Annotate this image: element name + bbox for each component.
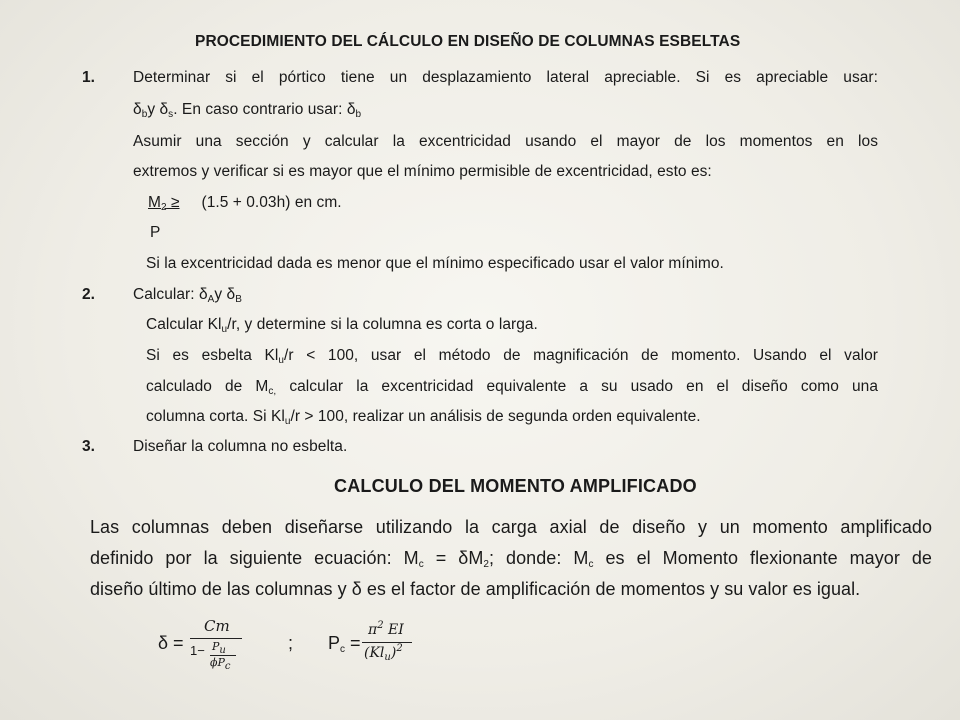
step-2-line-4 <box>146 378 878 396</box>
step-3-number: 3. <box>82 438 95 455</box>
text: es el Momento flexionante mayor de <box>593 548 932 568</box>
paragraph-line-2-text <box>90 548 932 569</box>
equals: = <box>345 633 361 653</box>
subscript: u <box>278 355 285 366</box>
pc-fraction <box>362 622 414 668</box>
text: /r < 100, usar el método de magnificación de momento. Usando el valor <box>284 347 878 364</box>
delta-lhs: δ = <box>158 633 184 653</box>
subscript: c <box>588 559 594 570</box>
paragraph-line-2 <box>90 548 932 569</box>
step-2-number: 2. <box>82 286 95 303</box>
page-title: PROCEDIMIENTO DEL CÁLCULO EN DISEÑO DE COLUMNAS ESBELTAS <box>195 33 741 50</box>
paragraph-line-1-text: Las columnas deben diseñarse utilizando la carga axial de diseño y un momento amplificado <box>90 517 932 537</box>
step-1-line-3 <box>133 133 878 151</box>
delta-numerator: Cm <box>204 617 230 635</box>
step-1-line-2 <box>133 101 361 119</box>
subscript: c <box>224 661 231 672</box>
pc-numerator <box>368 622 404 638</box>
subscript: s <box>168 109 174 120</box>
subscript: u <box>284 416 291 427</box>
delta-fraction-bar <box>190 638 242 639</box>
text: Si es esbelta Kl <box>146 347 279 364</box>
step-1-line-7: Si la excentricidad dada es menor que el mínimo especificado usar el valor mínimo. <box>146 255 724 272</box>
paragraph-line-3: diseño último de las columnas y δ es el factor de amplificación de momentos y su valor es igual. <box>90 579 861 599</box>
geq-symbol: ≥ <box>166 194 180 211</box>
text: . En caso contrario usar: δ <box>173 101 356 118</box>
p-symbol: P <box>212 640 220 653</box>
subscript: b <box>141 109 148 120</box>
pc-fraction-bar <box>362 642 412 643</box>
delta-symbol: δ <box>133 101 142 118</box>
text: Calcular Kl <box>146 316 222 333</box>
paragraph-line-1 <box>90 517 932 538</box>
step-2-line-1 <box>133 286 242 304</box>
subscript: u <box>219 645 226 656</box>
step-1-line-1 <box>133 69 878 87</box>
step-2-line-3-text <box>146 347 878 365</box>
section-heading: CALCULO DEL MOMENTO AMPLIFICADO <box>334 476 697 496</box>
text: (Kl <box>364 645 385 661</box>
p-symbol: P <box>328 633 341 653</box>
m2-expression: (1.5 + 0.03h) en cm. <box>201 194 342 211</box>
superscript: 2 <box>377 620 384 631</box>
ei-term: EI <box>383 622 404 638</box>
text: = δM <box>423 548 484 568</box>
subscript: c <box>418 559 424 570</box>
m2-underlined <box>148 194 180 211</box>
text: calcular la excentricidad equivalente a su usado en el diseño como una <box>276 378 878 395</box>
text: columna corta. Si Kl <box>146 408 285 425</box>
step-1-p-denominator: P <box>150 224 161 241</box>
step-2-line-5 <box>146 408 701 426</box>
m-symbol: M <box>148 194 161 211</box>
phi-p-symbol: ϕP <box>210 656 225 669</box>
superscript: 2 <box>396 643 403 654</box>
step-2-line-4-text <box>146 378 878 396</box>
delta-denominator-one: 1− <box>190 643 205 658</box>
subscript: u <box>221 324 228 335</box>
subscript: B <box>235 294 242 305</box>
step-1-line-4: extremos y verificar si es mayor que el mínimo permisible de excentricidad, esto es: <box>133 163 712 180</box>
step-1-m2-condition <box>148 194 342 212</box>
step-2-line-3 <box>146 347 878 365</box>
subscript: 2 <box>483 559 490 570</box>
step-3-line-1: Diseñar la columna no esbelta. <box>133 438 348 455</box>
subscript: 2 <box>160 202 167 213</box>
subscript: c, <box>268 386 277 397</box>
delta-fraction <box>190 617 242 677</box>
delta-inner-denominator <box>210 656 231 672</box>
text: y δ <box>147 101 169 118</box>
pi-symbol: π <box>368 622 378 638</box>
pc-lhs <box>328 633 361 654</box>
text: calculado de M <box>146 378 269 395</box>
step-1-line-3-text: Asumir una sección y calcular la excentricidad usando el mayor de los momentos en los <box>133 133 878 150</box>
text: y δ <box>214 286 236 303</box>
subscript: A <box>207 294 215 305</box>
text: /r > 100, realizar un análisis de segunda orden equivalente. <box>290 408 701 425</box>
text: Calcular: δ <box>133 286 208 303</box>
text: /r, y determine si la columna es corta o larga. <box>227 316 538 333</box>
pc-denominator <box>364 645 403 661</box>
text: definido por la siguiente ecuación: M <box>90 548 419 568</box>
formula-separator: ; <box>288 633 294 653</box>
delta-inner-numerator <box>212 640 226 656</box>
step-2-line-2 <box>146 316 538 334</box>
subscript: c <box>340 644 346 655</box>
text: ) <box>390 645 397 661</box>
step-1-number: 1. <box>82 69 95 86</box>
text: ; donde: M <box>489 548 589 568</box>
subscript: u <box>384 652 391 663</box>
step-1-line-1-text: Determinar si el pórtico tiene un desplazamiento lateral apreciable. Si es apreciable usar: <box>133 69 878 86</box>
subscript: b <box>355 109 362 120</box>
